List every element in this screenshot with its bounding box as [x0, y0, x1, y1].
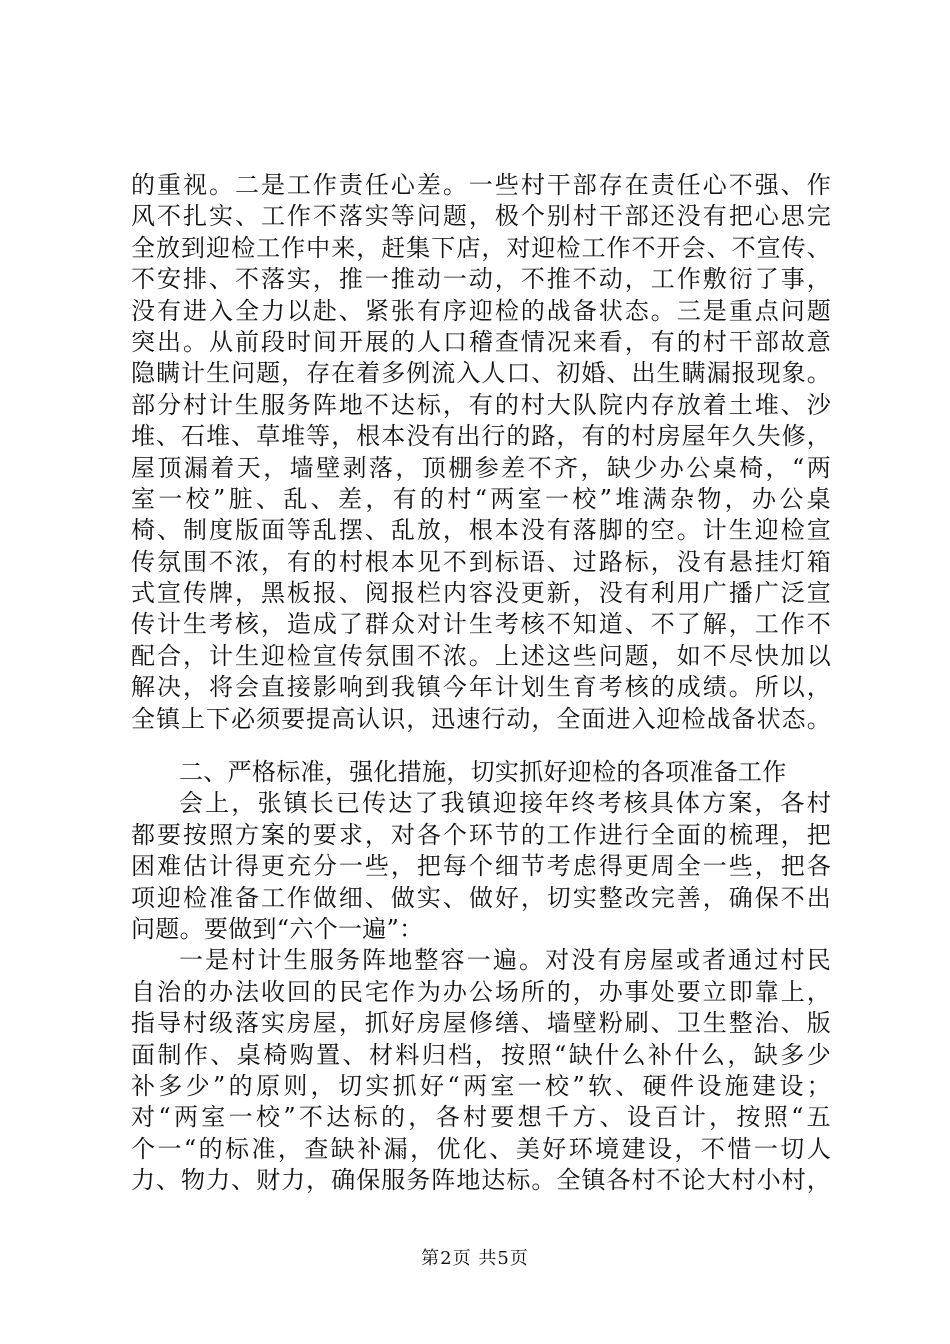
text-line: 对“两室一校”不达标的，各村要想千方、设百计，按照“五 — [131, 1103, 831, 1132]
text-line: 传计生考核，造成了群众对计生考核不知道、不了解，工作不 — [131, 610, 831, 639]
paragraph-problems — [131, 170, 831, 735]
text-line: 全镇上下必须要提高认识，迅速行动，全面进入迎检战备状态。 — [131, 704, 831, 733]
text-line: 问题。要做到“六个一遍”： — [131, 914, 424, 943]
text-line: 解决，将会直接影响到我镇今年计划生育考核的成绩。所以， — [131, 673, 831, 702]
section-heading: 二、严格标准，强化措施，切实抓好迎检的各项准备工作 — [179, 758, 787, 787]
page-number-footer: 第2页 共5页 — [421, 1248, 529, 1269]
text-line: 堆、石堆、草堆等，根本没有出行的路，有的村房屋年久失修， — [131, 422, 831, 451]
text-line: 式宣传牌，黑板报、阅报栏内容没更新，没有利用广播广泛宣 — [131, 579, 831, 608]
text-line: 风不扎实、工作不落实等问题，极个别村干部还没有把心思完 — [131, 202, 831, 231]
text-line: 项迎检准备工作做细、做实、做好，切实整改完善，确保不出 — [131, 883, 831, 912]
document-body — [131, 170, 831, 1197]
text-line: 的重视。二是工作责任心差。一些村干部存在责任心不强、作 — [131, 171, 831, 199]
text-line: 部分村计生服务阵地不达标，有的村大队院内存放着土堆、沙 — [131, 390, 831, 419]
text-line: 传氛围不浓，有的村根本见不到标语、过路标，没有悬挂灯箱 — [131, 547, 831, 576]
text-line: 配合，计生迎检宣传氛围不浓。上述这些问题，如不尽快加以 — [131, 641, 831, 670]
text-line: 指导村级落实房屋，抓好房屋修缮、墙壁粉刷、卫生整治、版 — [131, 1009, 831, 1038]
text-line: 屋顶漏着天，墙壁剥落，顶棚参差不齐，缺少办公桌椅，“两 — [131, 453, 831, 482]
text-line: 力、物力、财力，确保服务阵地达标。全镇各村不论大村小村， — [131, 1166, 831, 1195]
text-line: 隐瞒计生问题，存在着多例流入人口、初婚、出生瞒漏报现象。 — [131, 359, 831, 388]
text-line: 全放到迎检工作中来，赶集下店，对迎检工作不开会、不宣传、 — [131, 233, 831, 262]
text-line: 自治的办法收回的民宅作为办公场所的，办事处要立即靠上， — [131, 977, 831, 1006]
text-line: 都要按照方案的要求，对各个环节的工作进行全面的梳理，把 — [131, 820, 831, 849]
text-line: 个一“的标准，查缺补漏，优化、美好环境建设，不惜一切人 — [131, 1134, 831, 1163]
paragraph-plan — [131, 788, 831, 945]
paragraph-item-one — [131, 945, 831, 1196]
text-line: 室一校”脏、乱、差，有的村“两室一校”堆满杂物，办公桌 — [131, 484, 831, 513]
text-line: 补多少”的原则，切实抓好“两室一校”软、硬件设施建设； — [131, 1071, 831, 1100]
paragraph-spacer — [131, 735, 831, 757]
text-line: 不安排、不落实，推一推动一动，不推不动，工作敷衍了事， — [131, 265, 831, 294]
text-line: 会上，张镇长已传达了我镇迎接年终考核具体方案，各村 — [179, 789, 831, 818]
text-line: 困难估计得更充分一些，把每个细节考虑得更周全一些，把各 — [131, 852, 831, 881]
text-line: 面制作、桌椅购置、材料归档，按照“缺什么补什么，缺多少 — [131, 1040, 831, 1069]
text-line: 没有进入全力以赴、紧张有序迎检的战备状态。三是重点问题 — [131, 296, 831, 325]
text-line: 突出。从前段时间开展的人口稽查情况来看，有的村干部故意 — [131, 327, 831, 356]
text-line: 一是村计生服务阵地整容一遍。对没有房屋或者通过村民 — [179, 946, 831, 975]
text-line: 椅、制度版面等乱摆、乱放，根本没有落脚的空。计生迎检宣 — [131, 516, 831, 545]
